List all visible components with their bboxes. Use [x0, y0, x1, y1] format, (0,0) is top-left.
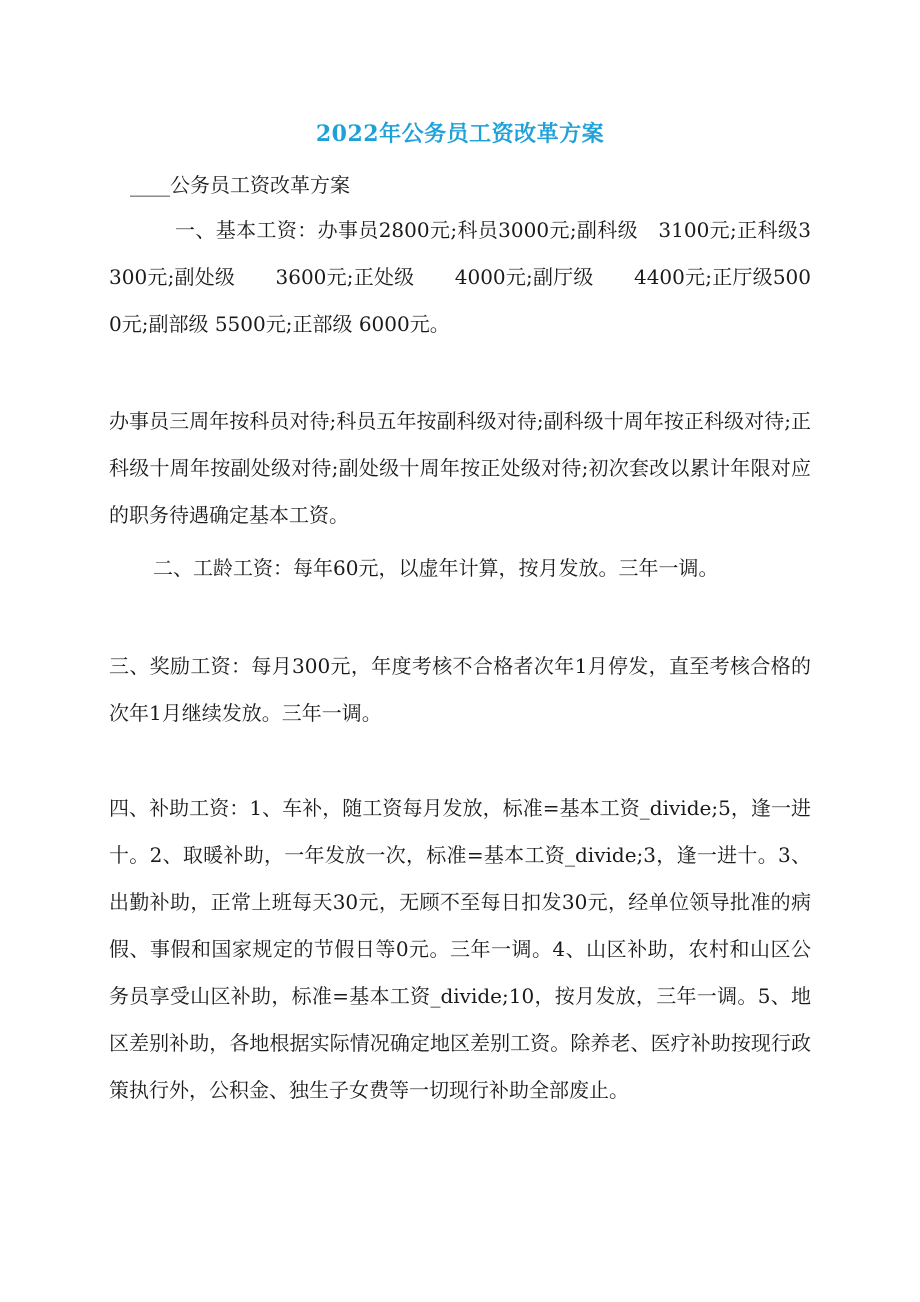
paragraph-promotion-rules: 办事员三周年按科员对待;科员五年按副科级对待;副科级十周年按正科级对待;正科级十周年按副处级对待;副处级十周年按正处级对待;初次套改以累计年限对应的职务待遇确定基本工资。	[109, 409, 811, 527]
paragraph-bonus-salary: 三、奖励工资：每月300元，年度考核不合格者次年1月停发，直至考核合格的次年1月继续发放。三年一调。	[109, 654, 811, 725]
document-title: 2022年公务员工资改革方案	[315, 121, 605, 147]
paragraph-seniority-salary: 二、工龄工资：每年60元，以虚年计算，按月发放。三年一调。	[153, 556, 719, 580]
document-subtitle: ____公务员工资改革方案	[130, 173, 350, 197]
paragraph-basic-salary: 一、基本工资：办事员2800元;科员3000元;副科级 3100元;正科级3300元;副处级 3600元;正处级 4000元;副厅级 4400元;正厅级5000元;副部级 5500元;正部级 6000元。	[109, 218, 811, 336]
paragraph-allowance-salary: 四、补助工资：1、车补，随工资每月发放，标准=基本工资_divide;5，逢一进十。2、取暖补助，一年发放一次，标准=基本工资_divide;3，逢一进十。3、出勤补助，正常上班每天30元，无顾不至每日扣发30元，经单位领导批准的病假、事假和国家规定的节假日等0元。三年一调。4、山区补助，农村和山区公务员享受山区补助，标准=基本工资_divide;10，按月发放，三年一调。5、地区差别补助，各地根据实际情况确定地区差别工资。除养老、医疗补助按现行政策执行外，公积金、独生子女费等一切现行补助全部废止。	[109, 796, 811, 1102]
